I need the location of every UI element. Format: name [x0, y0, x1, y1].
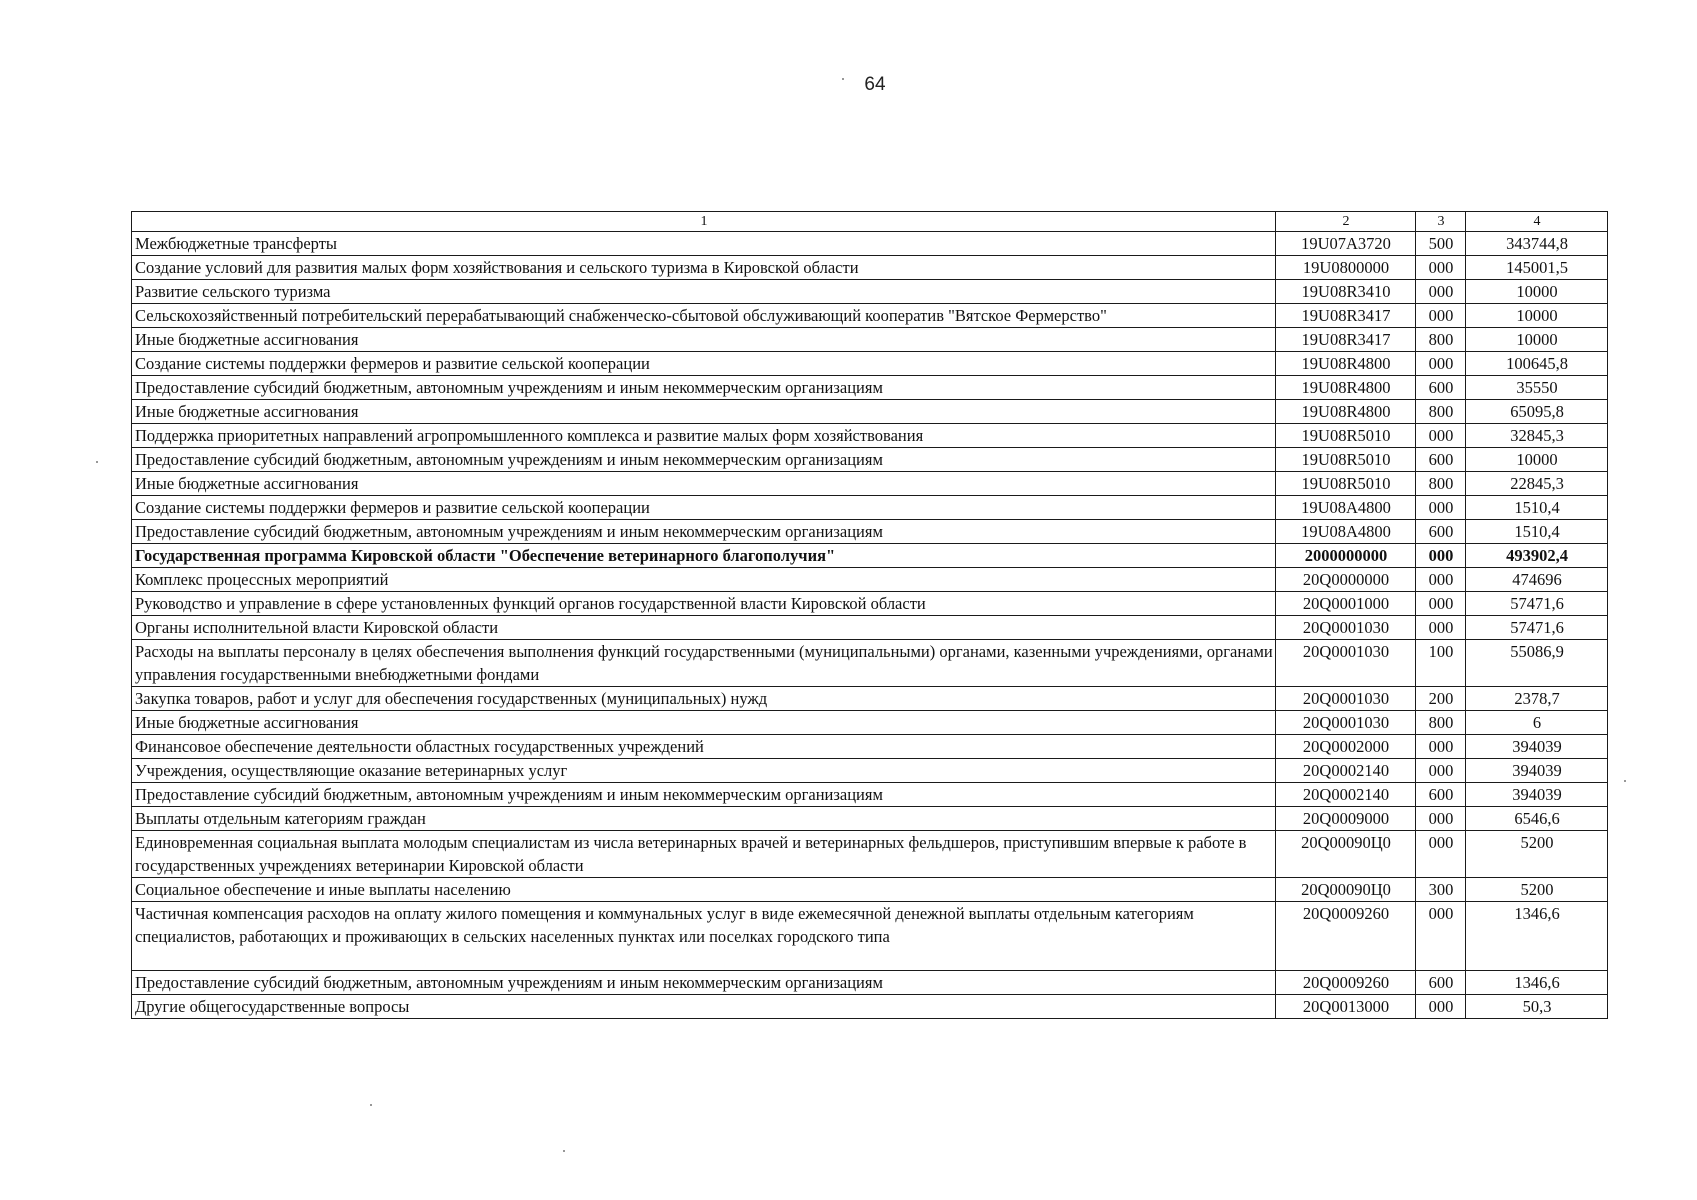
cell-type: 800: [1416, 328, 1466, 352]
cell-sum: 1346,6: [1466, 971, 1608, 995]
table-row: [132, 352, 1608, 376]
table-row: [132, 376, 1608, 400]
cell-sum: 10000: [1466, 328, 1608, 352]
table-row: [132, 971, 1608, 995]
table-row: [132, 304, 1608, 328]
cell-name: Сельскохозяйственный потребительский перерабатывающий снабженческо-сбытовой обслуживающий кооператив "Вятское Фермерство": [132, 304, 1276, 328]
cell-code: 19U08R5010: [1276, 448, 1416, 472]
cell-type: 000: [1416, 352, 1466, 376]
cell-sum: 32845,3: [1466, 424, 1608, 448]
cell-code: 20Q0001030: [1276, 616, 1416, 640]
page-number: 64: [864, 74, 886, 95]
cell-type: 000: [1416, 902, 1466, 971]
cell-code: 20Q0013000: [1276, 995, 1416, 1019]
cell-code: 2000000000: [1276, 544, 1416, 568]
cell-name: Закупка товаров, работ и услуг для обеспечения государственных (муниципальных) нужд: [132, 687, 1276, 711]
table-row: [132, 902, 1608, 971]
cell-code: 19U08R4800: [1276, 400, 1416, 424]
cell-type: 000: [1416, 280, 1466, 304]
cell-name: Финансовое обеспечение деятельности областных государственных учреждений: [132, 735, 1276, 759]
cell-type: 500: [1416, 232, 1466, 256]
table-row: [132, 520, 1608, 544]
cell-name: Создание системы поддержки фермеров и развитие сельской кооперации: [132, 352, 1276, 376]
cell-type: 600: [1416, 520, 1466, 544]
table-row: [132, 496, 1608, 520]
cell-name: Частичная компенсация расходов на оплату жилого помещения и коммунальных услуг в виде ежемесячной денежной выплаты отдельным категориям специалистов, работающих и проживающих в сельских населенных пунктах или поселках городского типа: [132, 902, 1276, 971]
cell-type: 000: [1416, 256, 1466, 280]
cell-code: 19U08R4800: [1276, 352, 1416, 376]
table-row: [132, 759, 1608, 783]
cell-name: Учреждения, осуществляющие оказание ветеринарных услуг: [132, 759, 1276, 783]
cell-type: 000: [1416, 568, 1466, 592]
cell-code: 20Q0002140: [1276, 783, 1416, 807]
cell-name: Развитие сельского туризма: [132, 280, 1276, 304]
cell-type: 000: [1416, 616, 1466, 640]
scan-speck: [96, 461, 98, 463]
cell-code: 20Q00090Ц0: [1276, 878, 1416, 902]
cell-type: 000: [1416, 995, 1466, 1019]
cell-name: Создание условий для развития малых форм хозяйствования и сельского туризма в Кировской области: [132, 256, 1276, 280]
cell-type: 600: [1416, 783, 1466, 807]
cell-code: 19U08R3417: [1276, 304, 1416, 328]
header-code: 2: [1276, 212, 1416, 232]
cell-sum: 1346,6: [1466, 902, 1608, 971]
header-type: 3: [1416, 212, 1466, 232]
cell-type: 800: [1416, 400, 1466, 424]
cell-code: 20Q0002140: [1276, 759, 1416, 783]
table-row: [132, 711, 1608, 735]
cell-type: 000: [1416, 304, 1466, 328]
table-row: [132, 831, 1608, 878]
table-row: [132, 424, 1608, 448]
table-row: [132, 472, 1608, 496]
cell-name: Предоставление субсидий бюджетным, автономным учреждениям и иным некоммерческим организациям: [132, 520, 1276, 544]
cell-code: 20Q0001000: [1276, 592, 1416, 616]
table-row: [132, 544, 1608, 568]
cell-name: Поддержка приоритетных направлений агропромышленного комплекса и развитие малых форм хозяйствования: [132, 424, 1276, 448]
cell-name: Расходы на выплаты персоналу в целях обеспечения выполнения функций государственными (муниципальными) органами, казенными учреждениями, органами управления государственными внебюджетными фондами: [132, 640, 1276, 687]
table-row: [132, 568, 1608, 592]
cell-type: 000: [1416, 759, 1466, 783]
cell-code: 19U08R4800: [1276, 376, 1416, 400]
table-row: [132, 400, 1608, 424]
cell-code: 19U08R5010: [1276, 424, 1416, 448]
cell-name: Предоставление субсидий бюджетным, автономным учреждениям и иным некоммерческим организациям: [132, 448, 1276, 472]
cell-code: 19U0800000: [1276, 256, 1416, 280]
cell-type: 000: [1416, 807, 1466, 831]
cell-name: Иные бюджетные ассигнования: [132, 328, 1276, 352]
table-row: [132, 640, 1608, 687]
cell-type: 000: [1416, 424, 1466, 448]
cell-sum: 1510,4: [1466, 520, 1608, 544]
cell-code: 19U08A4800: [1276, 520, 1416, 544]
cell-sum: 394039: [1466, 759, 1608, 783]
header-name: 1: [132, 212, 1276, 232]
cell-sum: 65095,8: [1466, 400, 1608, 424]
cell-name: Комплекс процессных мероприятий: [132, 568, 1276, 592]
cell-sum: 493902,4: [1466, 544, 1608, 568]
table-row: [132, 735, 1608, 759]
cell-sum: 35550: [1466, 376, 1608, 400]
cell-sum: 57471,6: [1466, 592, 1608, 616]
cell-name: Выплаты отдельным категориям граждан: [132, 807, 1276, 831]
cell-name: Государственная программа Кировской области "Обеспечение ветеринарного благополучия": [132, 544, 1276, 568]
cell-type: 100: [1416, 640, 1466, 687]
table-row: [132, 280, 1608, 304]
table-row: [132, 616, 1608, 640]
cell-sum: 5200: [1466, 878, 1608, 902]
cell-sum: 100645,8: [1466, 352, 1608, 376]
cell-sum: 57471,6: [1466, 616, 1608, 640]
cell-name: Создание системы поддержки фермеров и развитие сельской кооперации: [132, 496, 1276, 520]
cell-type: 000: [1416, 592, 1466, 616]
table-row: [132, 592, 1608, 616]
cell-name: Иные бюджетные ассигнования: [132, 711, 1276, 735]
cell-name: Социальное обеспечение и иные выплаты населению: [132, 878, 1276, 902]
cell-name: Единовременная социальная выплата молодым специалистам из числа ветеринарных врачей и ветеринарных фельдшеров, приступившим впервые к работе в государственных учреждениях ветеринарии Кировской области: [132, 831, 1276, 878]
cell-type: 600: [1416, 971, 1466, 995]
cell-code: 20Q0001030: [1276, 687, 1416, 711]
cell-name: Другие общегосударственные вопросы: [132, 995, 1276, 1019]
cell-code: 20Q0002000: [1276, 735, 1416, 759]
table-row: [132, 232, 1608, 256]
cell-code: 19U07A3720: [1276, 232, 1416, 256]
cell-sum: 50,3: [1466, 995, 1608, 1019]
cell-sum: 10000: [1466, 280, 1608, 304]
cell-type: 200: [1416, 687, 1466, 711]
cell-sum: 474696: [1466, 568, 1608, 592]
cell-name: Иные бюджетные ассигнования: [132, 400, 1276, 424]
table-row: [132, 995, 1608, 1019]
cell-name: Органы исполнительной власти Кировской области: [132, 616, 1276, 640]
table-row: [132, 687, 1608, 711]
table-body: [132, 232, 1608, 1019]
scan-speck: [1624, 780, 1626, 782]
cell-name: Иные бюджетные ассигнования: [132, 472, 1276, 496]
cell-sum: 6: [1466, 711, 1608, 735]
cell-code: 20Q00090Ц0: [1276, 831, 1416, 878]
table-row: [132, 328, 1608, 352]
table-row: [132, 878, 1608, 902]
cell-sum: 394039: [1466, 783, 1608, 807]
cell-name: Предоставление субсидий бюджетным, автономным учреждениям и иным некоммерческим организациям: [132, 376, 1276, 400]
cell-type: 600: [1416, 376, 1466, 400]
header-sum: 4: [1466, 212, 1608, 232]
cell-sum: 10000: [1466, 448, 1608, 472]
cell-sum: 1510,4: [1466, 496, 1608, 520]
scan-speck: [842, 78, 844, 80]
cell-type: 600: [1416, 448, 1466, 472]
cell-code: 20Q0000000: [1276, 568, 1416, 592]
budget-table: [131, 211, 1608, 1019]
cell-name: Руководство и управление в сфере установленных функций органов государственной власти Кировской области: [132, 592, 1276, 616]
cell-type: 000: [1416, 735, 1466, 759]
cell-type: 000: [1416, 544, 1466, 568]
cell-name: Предоставление субсидий бюджетным, автономным учреждениям и иным некоммерческим организациям: [132, 971, 1276, 995]
cell-type: 300: [1416, 878, 1466, 902]
cell-name: Предоставление субсидий бюджетным, автономным учреждениям и иным некоммерческим организациям: [132, 783, 1276, 807]
cell-type: 800: [1416, 711, 1466, 735]
cell-sum: 343744,8: [1466, 232, 1608, 256]
cell-code: 19U08R3410: [1276, 280, 1416, 304]
cell-code: 20Q0001030: [1276, 640, 1416, 687]
cell-sum: 6546,6: [1466, 807, 1608, 831]
cell-code: 20Q0009260: [1276, 971, 1416, 995]
cell-code: 20Q0009000: [1276, 807, 1416, 831]
cell-code: 20Q0009260: [1276, 902, 1416, 971]
cell-code: 20Q0001030: [1276, 711, 1416, 735]
cell-code: 19U08A4800: [1276, 496, 1416, 520]
cell-sum: 5200: [1466, 831, 1608, 878]
cell-sum: 55086,9: [1466, 640, 1608, 687]
cell-code: 19U08R3417: [1276, 328, 1416, 352]
cell-type: 000: [1416, 496, 1466, 520]
cell-sum: 10000: [1466, 304, 1608, 328]
table-row: [132, 807, 1608, 831]
cell-type: 800: [1416, 472, 1466, 496]
cell-type: 000: [1416, 831, 1466, 878]
table-row: [132, 448, 1608, 472]
cell-sum: 2378,7: [1466, 687, 1608, 711]
table-row: [132, 783, 1608, 807]
cell-code: 19U08R5010: [1276, 472, 1416, 496]
table-row: [132, 256, 1608, 280]
cell-name: Межбюджетные трансферты: [132, 232, 1276, 256]
cell-sum: 22845,3: [1466, 472, 1608, 496]
cell-sum: 145001,5: [1466, 256, 1608, 280]
scan-speck: [563, 1150, 565, 1152]
cell-sum: 394039: [1466, 735, 1608, 759]
table-header-row: [132, 212, 1608, 232]
scan-speck: [370, 1104, 372, 1106]
